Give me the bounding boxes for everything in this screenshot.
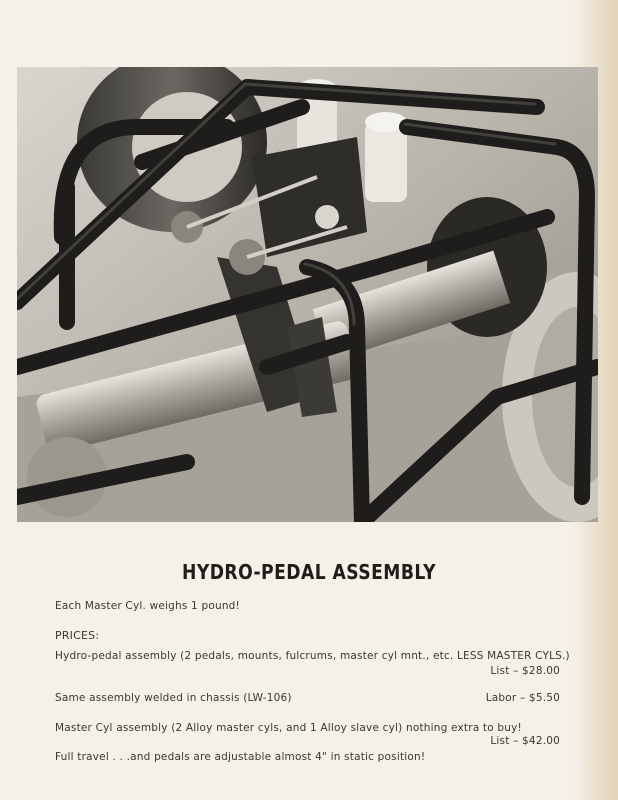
item-description: Hydro-pedal assembly (2 pedals, mounts, fulcrums, master cyl mnt., etc. LESS MASTER CYLS.) (55, 650, 570, 662)
footer-note: Full travel . . .and pedals are adjustable almost 4" in static position! (55, 751, 426, 763)
page-title: HYDRO-PEDAL ASSEMBLY (182, 560, 436, 584)
item-description: Master Cyl assembly (2 Alloy master cyls, and 1 Alloy slave cyl) nothing extra to buy! (55, 722, 522, 734)
intro-text: Each Master Cyl. weighs 1 pound! (55, 600, 240, 612)
item-price: List – $28.00 (490, 665, 560, 677)
prices-label: PRICES: (55, 629, 100, 642)
item-description: Same assembly welded in chassis (LW-106) (55, 692, 292, 704)
item-price: Labor – $5.50 (485, 692, 560, 704)
item-price: List – $42.00 (490, 735, 560, 747)
hydro-pedal-photo (17, 67, 598, 522)
